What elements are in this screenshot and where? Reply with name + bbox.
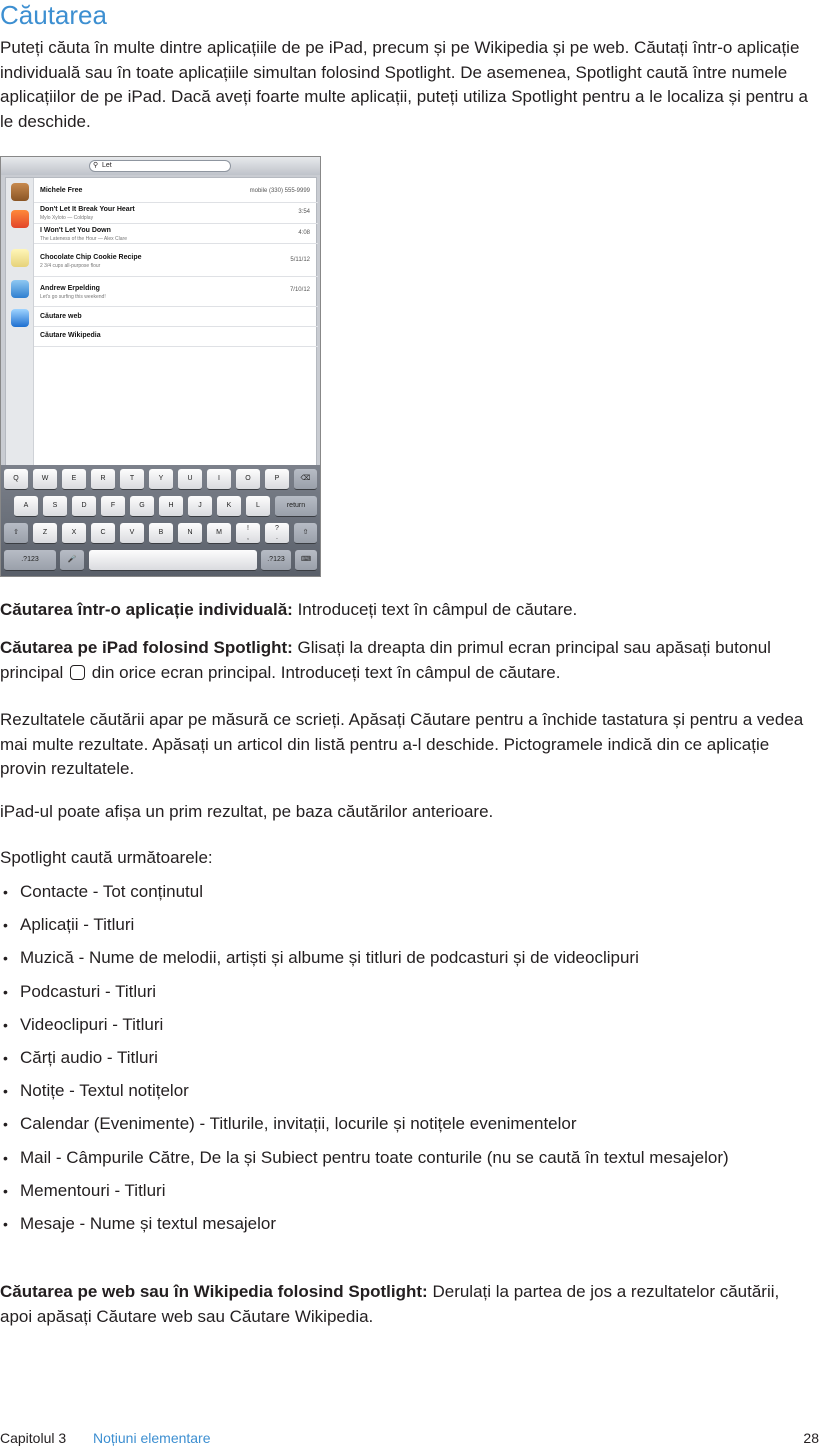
section-web-wikipedia — [0, 1280, 810, 1329]
key-s[interactable]: S — [43, 496, 67, 517]
list-item[interactable] — [34, 203, 318, 224]
list-item: • Mementouri - Titluri — [0, 1179, 810, 1204]
key-d[interactable]: D — [72, 496, 96, 517]
key-b[interactable]: B — [149, 523, 173, 544]
key-exclamation[interactable]: ! , — [236, 523, 260, 544]
safari-icon — [11, 309, 29, 327]
shift-key-right[interactable] — [294, 523, 317, 544]
section-text-cont: din orice ecran principal. Introduceți text în câmpul de căutare. — [87, 662, 561, 682]
key-question[interactable]: ? . — [265, 523, 289, 544]
page-title: Căutarea — [0, 0, 107, 30]
result-title: Căutare Wikipedia — [40, 332, 101, 339]
result-subtitle: 2 3/4 cups all-purpose flour — [40, 263, 101, 269]
list-item: • Calendar (Evenimente) - Titlurile, invitații, locurile și notițele evenimentelor — [0, 1112, 810, 1137]
search-bar — [1, 157, 320, 175]
result-title: Don't Let It Break Your Heart — [40, 206, 135, 213]
list-item[interactable] — [34, 277, 318, 307]
numbers-key-left[interactable]: .?123 — [4, 550, 56, 571]
list-item[interactable] — [34, 307, 318, 327]
ipad-screenshot — [0, 156, 321, 577]
shift-key[interactable] — [4, 523, 28, 544]
list-item: • Contacte - Tot conținutul — [0, 880, 810, 905]
result-subtitle: Let's go surfing this weekend! — [40, 294, 106, 300]
hide-keyboard-key[interactable] — [295, 550, 317, 571]
page-footer — [0, 1428, 822, 1448]
key-n[interactable]: N — [178, 523, 202, 544]
list-item: • Mesaje - Nume și textul mesajelor — [0, 1212, 810, 1237]
notes-icon — [11, 249, 29, 267]
home-button-icon — [70, 665, 85, 680]
backspace-icon: ⌫ — [300, 475, 311, 482]
intro-paragraph: Puteți căuta în multe dintre aplicațiile de pe iPad, precum și pe Wikipedia și pe web. Căutați într-o aplicație individuală sau în toate aplicațiile simultan folosind Spotlight. De asemenea, Spotlight caută între numele aplicațiilor de pe iPad. Dacă aveți foarte multe aplicații, puteți utiliza Spotlight pentru a le localiza și pentru a le deschide. — [0, 38, 808, 131]
result-detail: 5/11/12 — [290, 257, 310, 263]
section-individual-app — [0, 598, 810, 623]
spotlight-searches-paragraph: Spotlight caută următoarele: — [0, 848, 213, 867]
result-detail: mobile (330) 555-9999 — [249, 188, 310, 194]
key-q[interactable]: Q — [4, 469, 28, 490]
mail-icon — [11, 280, 29, 298]
section-text: Glisați la dreapta din primul ecran principal sau apăsați butonul principal — [0, 638, 771, 682]
results-list — [5, 177, 317, 467]
result-detail: 3:54 — [298, 209, 310, 215]
keyboard — [1, 465, 320, 577]
result-detail: 7/10/12 — [289, 287, 310, 293]
chapter-label: Capitolul 3 — [0, 1430, 67, 1446]
key-i[interactable]: I — [207, 469, 231, 490]
section-label: Căutarea într-o aplicație individuală: — [0, 600, 293, 619]
results-paragraph: Rezultatele căutării apar pe măsură ce scrieți. Apăsați Căutare pentru a închide tastatura și pentru a vedea mai multe rezultate. Apăsați un articol din listă pentru a-l deschide. Pictogramele indică din ce aplicație provin rezultatele. — [0, 710, 804, 778]
section-label: Căutarea pe web sau în Wikipedia folosind Spotlight: — [0, 1282, 428, 1301]
list-item: • Aplicații - Titluri — [0, 913, 810, 938]
section-spotlight — [0, 636, 810, 685]
key-e[interactable]: E — [62, 469, 86, 490]
contacts-icon — [11, 183, 29, 201]
result-title: Andrew Erpelding — [40, 285, 100, 292]
key-t[interactable]: T — [120, 469, 144, 490]
icon-column — [6, 178, 34, 466]
list-item: • Mail - Câmpurile Către, De la și Subiect pentru toate conturile (nu se caută în textul mesajelor) — [0, 1146, 810, 1171]
backspace-key[interactable] — [294, 469, 317, 490]
result-title: Căutare web — [40, 313, 82, 320]
numbers-key-right[interactable]: .?123 — [261, 550, 291, 571]
return-key[interactable]: return — [275, 496, 317, 517]
page-number: 28 — [803, 1430, 819, 1446]
result-title: Chocolate Chip Cookie Recipe — [40, 254, 142, 261]
key-h[interactable]: H — [159, 496, 183, 517]
keyboard-row-4 — [1, 550, 320, 573]
space-key[interactable] — [89, 550, 257, 571]
result-title: I Won't Let You Down — [40, 227, 111, 234]
key-k[interactable]: K — [217, 496, 241, 517]
key-y[interactable]: Y — [149, 469, 173, 490]
key-x[interactable]: X — [62, 523, 86, 544]
result-subtitle: The Lateness of the Hour — Alex Clare — [40, 236, 127, 242]
section-link[interactable]: Noțiuni elementare — [93, 1430, 211, 1446]
key-c[interactable]: C — [91, 523, 115, 544]
search-text: Let — [102, 162, 112, 169]
first-result-paragraph: iPad-ul poate afișa un prim rezultat, pe baza căutărilor anterioare. — [0, 802, 494, 821]
keyboard-row-1 — [1, 469, 320, 492]
key-a[interactable]: A — [14, 496, 38, 517]
keyboard-row-2 — [1, 496, 320, 519]
microphone-icon: 🎤 — [67, 556, 77, 563]
key-f[interactable]: F — [101, 496, 125, 517]
key-p[interactable]: P — [265, 469, 289, 490]
key-m[interactable]: M — [207, 523, 231, 544]
key-v[interactable]: V — [120, 523, 144, 544]
keyboard-row-3 — [1, 523, 320, 546]
shift-icon: ⇧ — [302, 529, 309, 536]
section-text: Introduceți text în câmpul de căutare. — [292, 600, 578, 619]
list-item[interactable] — [34, 327, 318, 347]
search-input[interactable] — [89, 160, 231, 172]
key-j[interactable]: J — [188, 496, 212, 517]
result-subtitle: Mylo Xyloto — Coldplay — [40, 215, 94, 221]
key-o[interactable]: O — [236, 469, 260, 490]
list-item: • Podcasturi - Titluri — [0, 980, 810, 1005]
section-label: Căutarea pe iPad folosind Spotlight: — [0, 638, 293, 657]
list-item: • Notițe - Textul notițelor — [0, 1079, 810, 1104]
keyboard-icon: ⌨ — [300, 556, 312, 563]
list-item[interactable] — [34, 224, 318, 244]
key-u[interactable]: U — [178, 469, 202, 490]
key-r[interactable]: R — [91, 469, 115, 490]
search-icon: ⚲ — [93, 162, 99, 169]
music-icon — [11, 210, 29, 228]
key-g[interactable]: G — [130, 496, 154, 517]
list-item[interactable] — [34, 178, 318, 203]
key-z[interactable]: Z — [33, 523, 57, 544]
result-detail: 4:08 — [298, 230, 310, 236]
spotlight-list — [0, 880, 810, 1245]
list-item: • Cărți audio - Titluri — [0, 1046, 810, 1071]
key-w[interactable]: W — [33, 469, 57, 490]
section-text: Derulați la partea de jos a rezultatelor căutării, apoi apăsați Căutare web sau Căutare Wikipedia. — [0, 1282, 780, 1326]
list-item: • Muzică - Nume de melodii, artiști și albume și titluri de podcasturi și de videoclipuri — [0, 946, 810, 971]
list-item[interactable] — [34, 244, 318, 277]
dictation-key[interactable] — [60, 550, 84, 571]
key-l[interactable]: L — [246, 496, 270, 517]
result-title: Michele Free — [40, 187, 83, 194]
shift-icon: ⇧ — [13, 529, 19, 536]
list-item: • Videoclipuri - Titluri — [0, 1013, 810, 1038]
